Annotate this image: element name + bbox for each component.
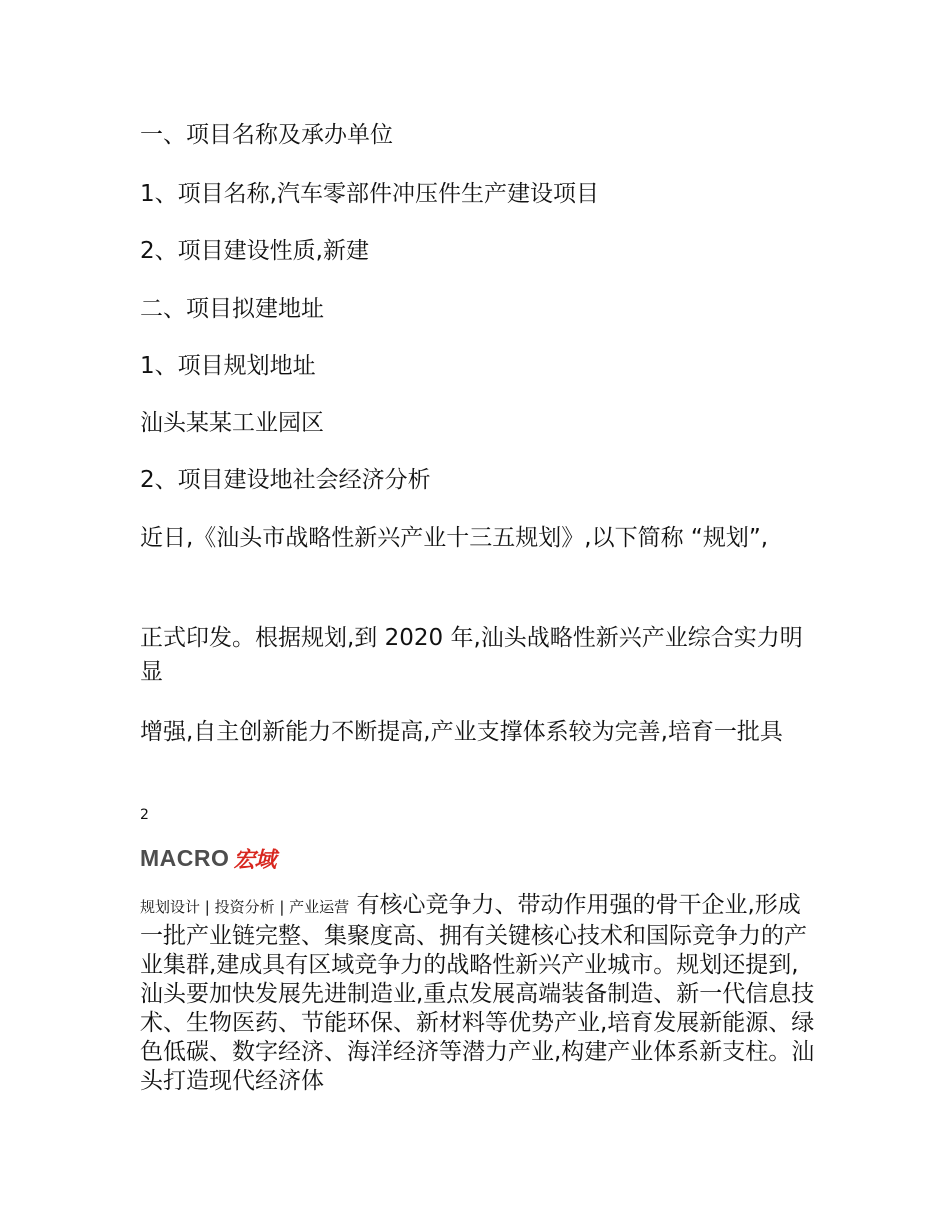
paragraph-plan-goals: 增强,自主创新能力不断提高,产业支撑体系较为完善,培育一批具 bbox=[140, 719, 783, 745]
site-location-line: 汕头某某工业园区 bbox=[140, 410, 324, 436]
section-heading-site: 二、项目拟建地址 bbox=[140, 296, 324, 322]
body-paragraph bbox=[140, 891, 820, 1096]
body-text: 有核心竞争力、带动作用强的骨干企业,形成一批产业链完整、集聚度高、拥有关键核心技术和国际竞争力的产业集群,建成具有区域竞争力的战略性新兴产业城市。规划还提到,汕头要加快发展先进制造业,重点发展高端装备制造、新一代信息技术、生物医药、节能环保、新材料等优势产业,培育发展新能源、绿色低碳、数字经济、海洋经济等潜力产业,构建产业体系新支柱。汕头打造现代经济体 bbox=[140, 892, 815, 1094]
logo-text-en: MACRO bbox=[140, 844, 230, 871]
site-plan-line: 1、项目规划地址 bbox=[140, 353, 316, 379]
project-nature-line: 2、项目建设性质,新建 bbox=[140, 238, 369, 264]
section-heading-project-name: 一、项目名称及承办单位 bbox=[140, 122, 393, 148]
socio-economic-heading: 2、项目建设地社会经济分析 bbox=[140, 467, 431, 493]
page-number: 2 bbox=[140, 807, 149, 823]
paragraph-plan-intro: 近日,《汕头市战略性新兴产业十三五规划》,以下简称 “规划”, bbox=[140, 525, 769, 551]
paragraph-plan-issued: 正式印发。根据规划,到 2020 年,汕头战略性新兴产业综合实力明显 bbox=[140, 625, 803, 685]
company-tagline: 规划设计 | 投资分析 | 产业运营 bbox=[140, 898, 350, 916]
company-logo bbox=[140, 843, 275, 873]
project-name-line: 1、项目名称,汽车零部件冲压件生产建设项目 bbox=[140, 181, 599, 207]
logo-text-cn: 宏域 bbox=[233, 847, 276, 873]
